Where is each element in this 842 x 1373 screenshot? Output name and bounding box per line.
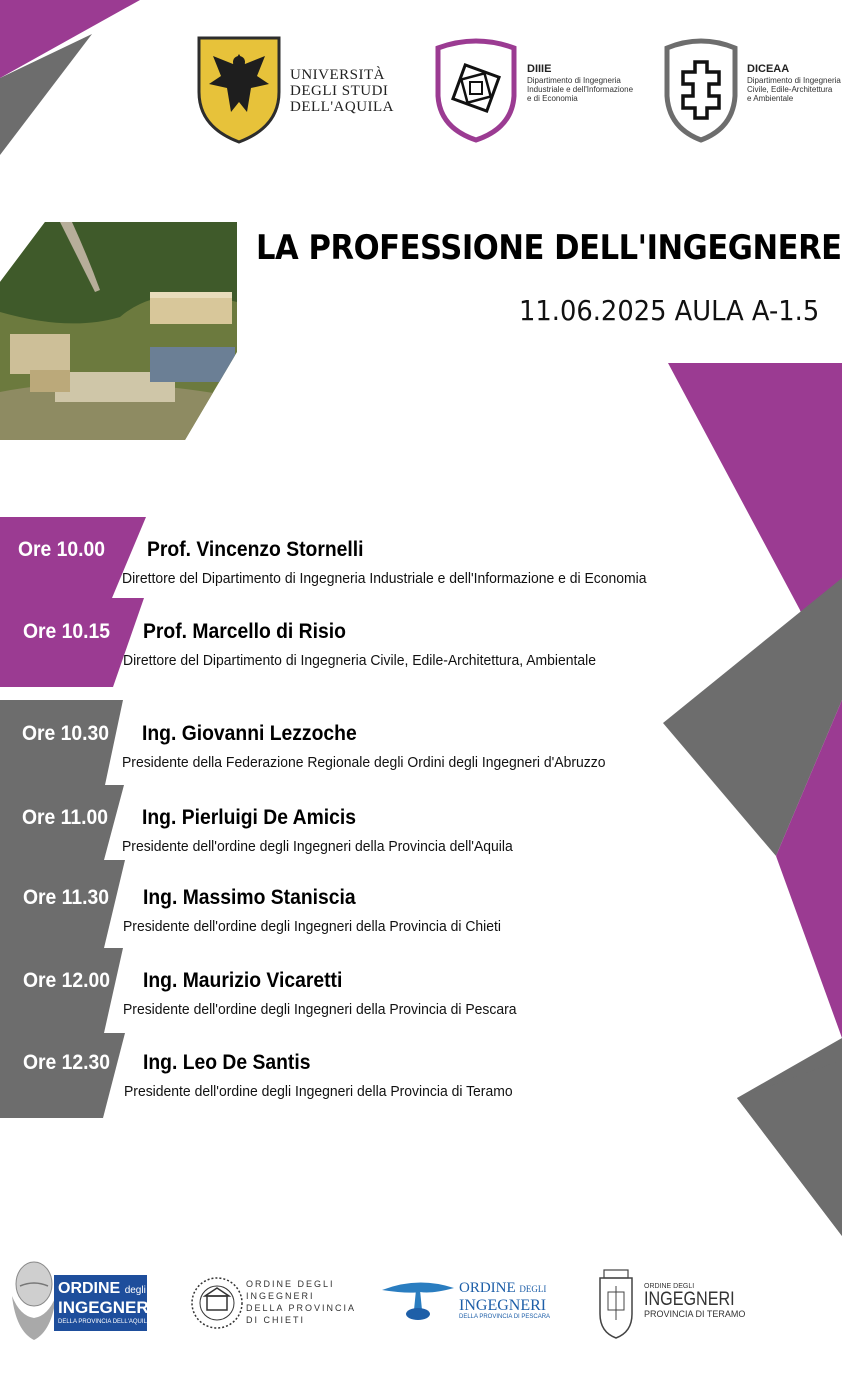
schedule-role: Direttore del Dipartimento di Ingegneria Civile, Edile-Architettura, Ambientale — [123, 652, 596, 669]
ordine-aquila-ordine: ORDINE — [58, 1280, 121, 1297]
ordine-chieti-line3: DELLA PROVINCIA — [246, 1303, 357, 1314]
diiie-code: DIIIE — [527, 63, 552, 75]
ordine-pescara-ordine: ORDINE — [459, 1280, 516, 1296]
schedule-speaker: Ing. Maurizio Vicaretti — [143, 969, 343, 992]
schedule-speaker: Ing. Giovanni Lezzoche — [142, 722, 357, 745]
ordine-teramo-crest-icon — [594, 1266, 638, 1342]
ordine-chieti-seal-icon — [190, 1272, 244, 1334]
diceaa-desc-line2: Civile, Edile-Architettura — [747, 84, 833, 94]
university-name-line3: DELL'AQUILA — [290, 98, 395, 115]
ordine-pescara-degli: DEGLI — [519, 1284, 547, 1294]
ordine-chieti-text — [246, 1278, 356, 1327]
schedule-speaker: Ing. Massimo Staniscia — [143, 886, 356, 909]
university-name-line1: UNIVERSITÀ — [290, 67, 385, 83]
diiie-shield-icon — [432, 32, 520, 144]
ordine-aquila-provincia: DELLA PROVINCIA DELL'AQUILA — [58, 1319, 151, 1325]
leonardo-portrait-icon — [4, 1256, 60, 1342]
ordine-teramo-line3: PROVINCIA DI TERAMO — [644, 1309, 746, 1320]
diceaa-code: DICEAA — [747, 63, 790, 75]
event-date-place: 11.06.2025 AULA A-1.5 — [519, 294, 820, 327]
ordine-chieti-line4: DI CHIETI — [246, 1315, 306, 1326]
schedule-time: Ore 10.30 — [22, 722, 110, 745]
schedule-role: Presidente dell'ordine degli Ingegneri della Provincia di Chieti — [123, 918, 502, 935]
schedule-time: Ore 11.00 — [22, 806, 108, 829]
schedule-role: Presidente dell'ordine degli Ingegneri della Provincia di Pescara — [123, 1001, 517, 1018]
ordine-pescara-provincia: DELLA PROVINCIA DI PESCARA — [459, 1314, 551, 1321]
diiie-desc-line3: e di Economia — [527, 93, 578, 103]
diiie-desc-line2: Industriale e dell'Informazione — [527, 84, 634, 94]
diiie-label — [527, 64, 633, 103]
schedule-speaker: Prof. Vincenzo Stornelli — [147, 538, 364, 561]
university-name-line2: DEGLI STUDI — [290, 82, 389, 99]
schedule-time: Ore 12.30 — [23, 1051, 111, 1074]
ordine-teramo-text — [644, 1283, 751, 1320]
university-crest-icon — [195, 32, 283, 146]
campus-photo — [0, 222, 237, 440]
schedule-speaker: Ing. Leo De Santis — [143, 1051, 311, 1074]
diceaa-desc-line3: e Ambientale — [747, 93, 794, 103]
schedule-time: Ore 10.15 — [23, 620, 111, 643]
schedule-speaker: Ing. Pierluigi De Amicis — [142, 806, 357, 829]
schedule-time: Ore 11.30 — [23, 886, 109, 909]
ordine-aquila-degli: degli — [124, 1285, 146, 1296]
event-title: LA PROFESSIONE DELL'INGEGNERE — [256, 228, 842, 268]
ordine-aquila-ingegneri: INGEGNERI — [58, 1298, 154, 1317]
ordine-chieti-line2: INGEGNERI — [246, 1291, 315, 1302]
diiie-desc-line1: Dipartimento di Ingegneria — [527, 75, 621, 85]
schedule-time: Ore 12.00 — [23, 969, 111, 992]
schedule-role: Presidente della Federazione Regionale degli Ordini degli Ingegneri d'Abruzzo — [122, 754, 606, 771]
ordine-chieti-line1: ORDINE DEGLI — [246, 1279, 335, 1289]
ordine-pescara-ingegneri: INGEGNERI — [459, 1296, 547, 1314]
schedule-role: Direttore del Dipartimento di Ingegneria Industriale e dell'Informazione e di Economia — [122, 570, 647, 587]
schedule-time: Ore 10.00 — [18, 538, 106, 561]
ordine-teramo-line2: INGEGNERI — [644, 1289, 735, 1311]
ordine-pescara-emblem-icon — [380, 1272, 456, 1322]
ordine-pescara-text — [459, 1280, 550, 1321]
schedule-role: Presidente dell'ordine degli Ingegneri della Provincia dell'Aquila — [122, 838, 513, 855]
schedule-role: Presidente dell'ordine degli Ingegneri della Provincia di Teramo — [124, 1083, 513, 1100]
university-name — [290, 68, 394, 115]
diceaa-label — [747, 64, 841, 103]
schedule-speaker: Prof. Marcello di Risio — [143, 620, 346, 643]
ordine-aquila-logo — [54, 1275, 154, 1331]
ordine-teramo-line1: ORDINE DEGLI — [644, 1283, 695, 1290]
diceaa-shield-icon — [661, 32, 741, 144]
diceaa-desc-line1: Dipartimento di Ingegneria — [747, 75, 841, 85]
